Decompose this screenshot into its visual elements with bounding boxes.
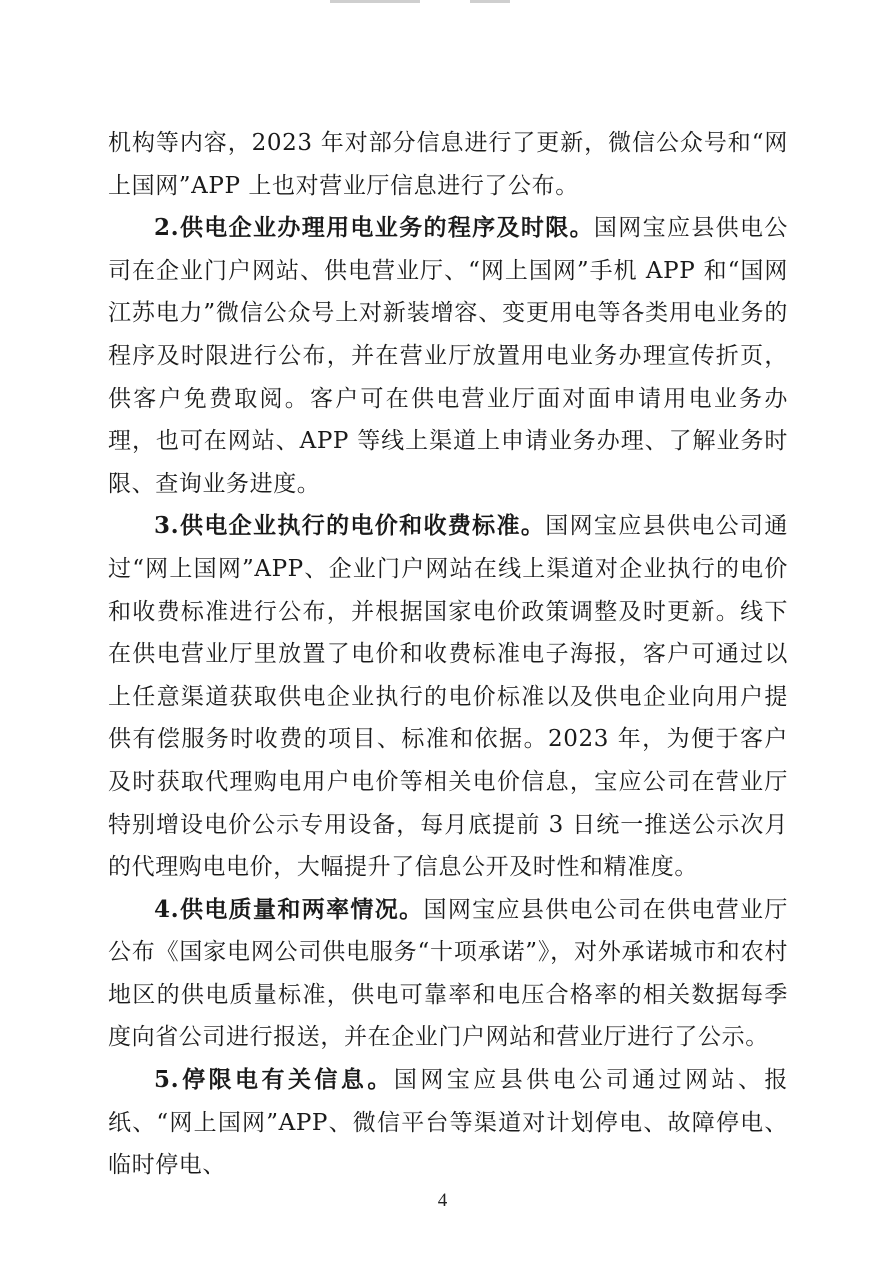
paragraph-heading: 5.停限电有关信息。 [154, 1066, 394, 1094]
scan-artifact [470, 0, 510, 3]
paragraph-continuation [108, 122, 788, 207]
paragraph-item-4 [108, 889, 788, 1059]
paragraph-item-3 [108, 505, 788, 888]
paragraph-text: 机构等内容，2023 年对部分信息进行了更新，微信公众号和“网上国网”APP 上也对营业厅信息进行了公布。 [108, 130, 788, 199]
paragraph-heading: 3.供电企业执行的电价和收费标准。 [154, 512, 546, 540]
paragraph-heading: 4.供电质量和两率情况。 [154, 895, 424, 923]
paragraph-heading: 2.供电企业办理用电业务的程序及时限。 [154, 214, 594, 242]
paragraph-text: 国网宝应县供电公司在企业门户网站、供电营业厅、“网上国网”手机 APP 和“国网江苏电力”微信公众号上对新装增容、变更用电等各类用电业务的程序及时限进行公布，并在营业厅放置用电业务办理宣传折页，供客户免费取阅。客户可在供电营业厅面对面申请用电业务办理，也可在网站、APP 等线上渠道上申请业务办理、了解业务时限、查询业务进度。 [108, 215, 788, 497]
paragraph-item-5 [108, 1059, 788, 1187]
paragraph-text: 国网宝应县供电公司在供电营业厅公布《国家电网公司供电服务“十项承诺”》，对外承诺城市和农村地区的供电质量标准，供电可靠率和电压合格率的相关数据每季度向省公司进行报送，并在企业门户网站和营业厅进行了公示。 [108, 896, 789, 1051]
document-body [108, 122, 788, 1187]
scan-artifact [330, 0, 420, 3]
paragraph-text: 国网宝应县供电公司通过“网上国网”APP、企业门户网站在线上渠道对企业执行的电价和收费标准进行公布，并根据国家电价政策调整及时更新。线下在供电营业厅里放置了电价和收费标准电子海报，客户可通过以上任意渠道获取供电企业执行的电价标准以及供电企业向用户提供有偿服务时收费的项目、标准和依据。2023 年，为便于客户及时获取代理购电用户电价等相关电价信息，宝应公司在营业厅特别增设电价公示专用设备，每月底提前 3 日统一推送公示次月的代理购电电价，大幅提升了信息公开及时性和精准度。 [108, 513, 788, 881]
paragraph-item-2 [108, 207, 788, 505]
page-number: 4 [437, 1190, 448, 1211]
paragraph-text: 国网宝应县供电公司通过网站、报纸、“网上国网”APP、微信平台等渠道对计划停电、故障停电、临时停电、 [108, 1067, 789, 1179]
